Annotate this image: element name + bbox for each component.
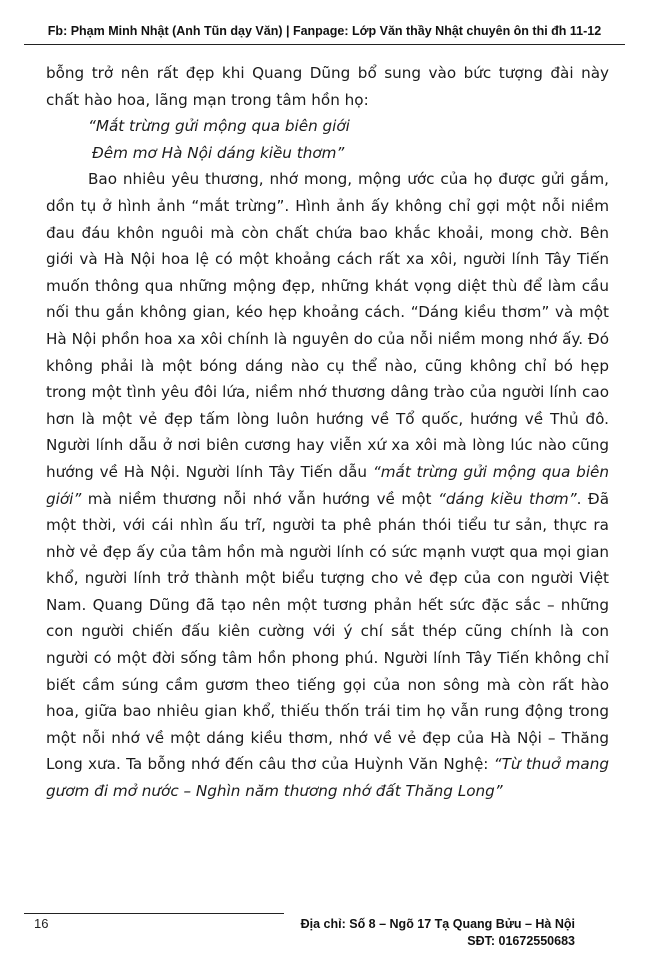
page-number: 16 xyxy=(34,916,49,931)
poem-quote-line-1: “Mắt trừng gửi mộng qua biên giới xyxy=(88,117,350,136)
analysis-paragraph xyxy=(46,166,609,804)
analysis-text-part-2: mà niềm thương nỗi nhớ vẫn hướng về một xyxy=(87,489,432,508)
analysis-text-part-3: . Đã một thời, với cái nhìn ấu trĩ, người ta phê phán thói tiểu tư sản, thực ra nhờ vẻ đẹp ấy của tâm hồn mà người lính có sức mạnh vượt qua mọi gian khổ, người lính trở thành một biểu tượng cho vẻ đẹp của con người Việt Nam. Quang Dũng đã tạo nên một tương phản hết sức đặc sắc – những con người chiến đấu kiên cường với ý chí sắt thép cũng chính là con người có một đời sống tâm hồn phong phú. Người lính Tây Tiến không chỉ biết cầm súng cầm gươm theo tiếng gọi của non sông mà còn rất hào hoa, giữa bao nhiêu gian khổ, thiếu thốn trái tim họ vẫn rung động trong một nỗi nhớ về một dáng kiều thơm, nhớ về vẻ đẹp của Hà Nội – Thăng Long xưa. Ta bỗng nhớ đến câu thơ của Huỳnh Văn Nghệ: xyxy=(46,489,610,774)
footer-contact xyxy=(301,916,575,950)
main-text xyxy=(46,60,609,805)
analysis-text-part-1: Bao nhiêu yêu thương, nhớ mong, mộng ước của họ được gửi gắm, dồn tụ ở hình ảnh “mắt trừng”. Hình ảnh ấy không chỉ gợi một nỗi niềm đau đáu khôn nguôi mà còn chất chứa bao khắc khoải, mong chờ. Bên giới và Hà Nội hoa lệ có một khoảng cách rất xa xôi, người lính Tây Tiến muốn thông qua những mộng đẹp, những khát vọng diệt thù để làm cầu nối thu gắn không gian, kéo hẹp khoảng cách. “Dáng kiều thơm” và một Hà Nội phồn hoa xa xôi chính là nguyên do của nỗi niềm mong nhớ ấy. Đó không phải là một bóng dáng nào cụ thể nào, cũng không chỉ bó hẹp trong một tình yêu đôi lứa, niềm nhớ thương dâng trào của người lính cao hơn là một vẻ đẹp tấm lòng luôn hướng về Tổ quốc, hướng về Thủ đô. Người lính dẫu ở nơi biên cương hay viễn xứ xa xôi mà lòng lúc nào cũng hướng về Hà Nội. Người lính Tây Tiến dẫu xyxy=(46,170,609,481)
inline-quote-1: “mắt trừng gửi mộng qua biên giới” xyxy=(46,462,610,508)
closing-quote: “Từ thuở mang gươm đi mở nước – Nghìn năm thương nhớ đất Thăng Long” xyxy=(46,755,609,801)
intro-paragraph: bỗng trở nên rất đẹp khi Quang Dũng bổ sung vào bức tượng đài này chất hào hoa, lãng mạn trong tâm hồn họ: xyxy=(46,64,609,109)
page-header xyxy=(24,20,625,45)
footer-address: Địa chỉ: Số 8 – Ngõ 17 Tạ Quang Bửu – Hà Nội xyxy=(300,917,575,931)
inline-quote-2: “dáng kiều thơm” xyxy=(437,489,577,508)
footer-divider xyxy=(24,913,284,914)
header-text: Fb: Phạm Minh Nhật (Anh Tũn dạy Văn) | Fanpage: Lớp Văn thầy Nhật chuyên ôn thi đh 11-12 xyxy=(47,24,602,38)
footer-phone: SĐT: 01672550683 xyxy=(467,934,575,948)
poem-quote-line-2: Đêm mơ Hà Nội dáng kiều thơm” xyxy=(92,143,345,162)
